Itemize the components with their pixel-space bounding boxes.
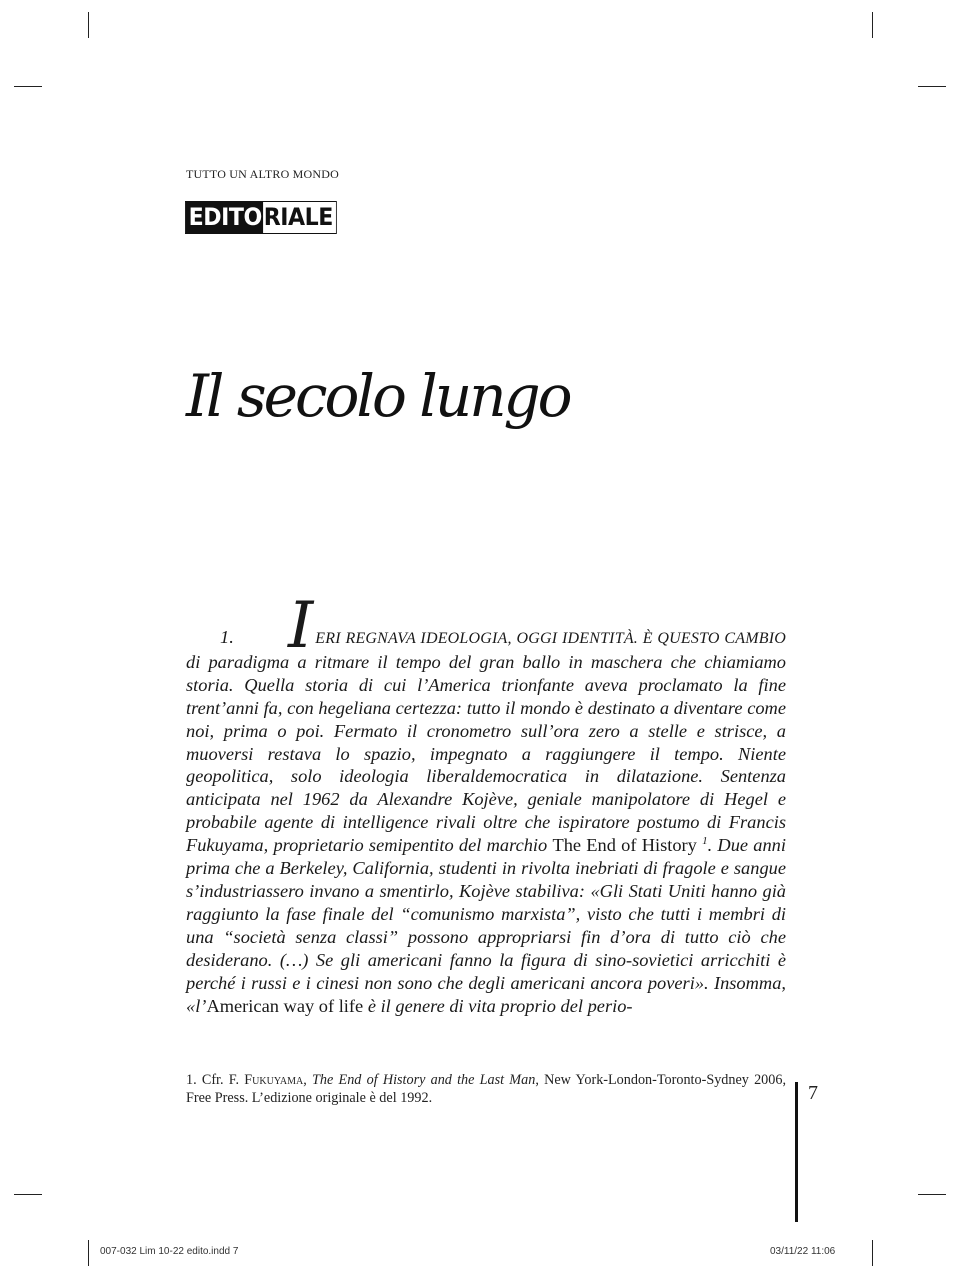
footnote-separator: , bbox=[303, 1072, 307, 1088]
footnote-prefix: 1. Cfr. F. bbox=[186, 1072, 240, 1088]
crop-mark-right-bottom bbox=[918, 1194, 946, 1195]
lead-in: ERI REGNAVA IDEOLOGIA, OGGI IDENTITÀ. È QUESTO CAMBIO bbox=[315, 630, 786, 647]
slug-file-info: 007-032 Lim 10-22 edito.indd 7 bbox=[100, 1246, 239, 1257]
crop-mark-right-top bbox=[918, 86, 946, 87]
article-body bbox=[186, 589, 786, 1017]
footnote-author: Fukuyama bbox=[244, 1072, 304, 1088]
crop-mark-top-left bbox=[88, 12, 89, 38]
footnote-book-title: The End of History and the Last Man bbox=[312, 1072, 536, 1088]
paragraph-part-1: di paradigma a ritmare il tempo del gran ballo in maschera che chiamiamo storia. Quella storia di cui l’America trionfante aveva proclamato la fine trent’anni fa, con hegeliana certezza: tutto il mondo è destinato a diventare come noi, prima o poi. Fermato il cronometro sull’ora zero a stelle e strisce, a muoversi restava lo spazio, impegnato a raggiungere il tempo. Niente geopolitica, solo ideologia liberaldemocratica in dilatazione. Sentenza anticipata nel 1962 da Alexandre Kojève, geniale manipolatore di Hegel e probabile agente di intelligence rivali oltre che ispiratore postumo di Francis Fukuyama, proprietario semipentito del marchio bbox=[186, 651, 786, 856]
paragraph-part-3: è il genere di vita proprio del perio- bbox=[367, 995, 633, 1016]
section-label-light: RIALE bbox=[263, 202, 336, 233]
footnote-rest: , New York-London-Toronto-Sydney 2006, Free Press. L’edizione originale è del 1992. bbox=[186, 1072, 787, 1106]
crop-mark-bottom-right bbox=[872, 1240, 873, 1266]
section-label-editoriale bbox=[185, 201, 337, 234]
book-title-roman: The End of History bbox=[552, 835, 697, 856]
crop-mark-top-right bbox=[872, 12, 873, 38]
american-way-roman: American way of life bbox=[206, 995, 364, 1016]
folio-rule bbox=[795, 1082, 798, 1222]
drop-cap: I bbox=[288, 589, 314, 663]
running-header: TUTTO UN ALTRO MONDO bbox=[186, 167, 340, 181]
slug-timestamp: 03/11/22 11:06 bbox=[770, 1246, 836, 1257]
crop-mark-left-bottom bbox=[14, 1194, 42, 1195]
article-title: Il secolo lungo bbox=[186, 362, 570, 430]
footnote bbox=[186, 1071, 786, 1107]
crop-mark-left-top bbox=[14, 86, 42, 87]
crop-mark-bottom-left bbox=[88, 1240, 89, 1266]
paragraph-part-2: . Due anni prima che a Berkeley, California, studenti in rivolta inebriati di fragole e sangue s’industriassero invano a smentirlo, Kojève stabiliva: «Gli Stati Uniti hanno già raggiunto la fase finale del “comunismo marxista”, visto che tutti i membri di una “società senza classi” possono appropriarsi fin d’ora di tutto ciò che desiderano. (…) Se gli americani fanno la figura di sino-sovietici arricchiti è perché i russi e i cinesi non sono che degli americani ancora poveri». Insomma, «l’ bbox=[186, 835, 786, 1016]
page-number: 7 bbox=[808, 1082, 818, 1104]
section-number: 1. bbox=[220, 627, 234, 647]
section-label-dark: EDITO bbox=[186, 202, 263, 233]
footnote-reference: 1 bbox=[702, 835, 708, 848]
